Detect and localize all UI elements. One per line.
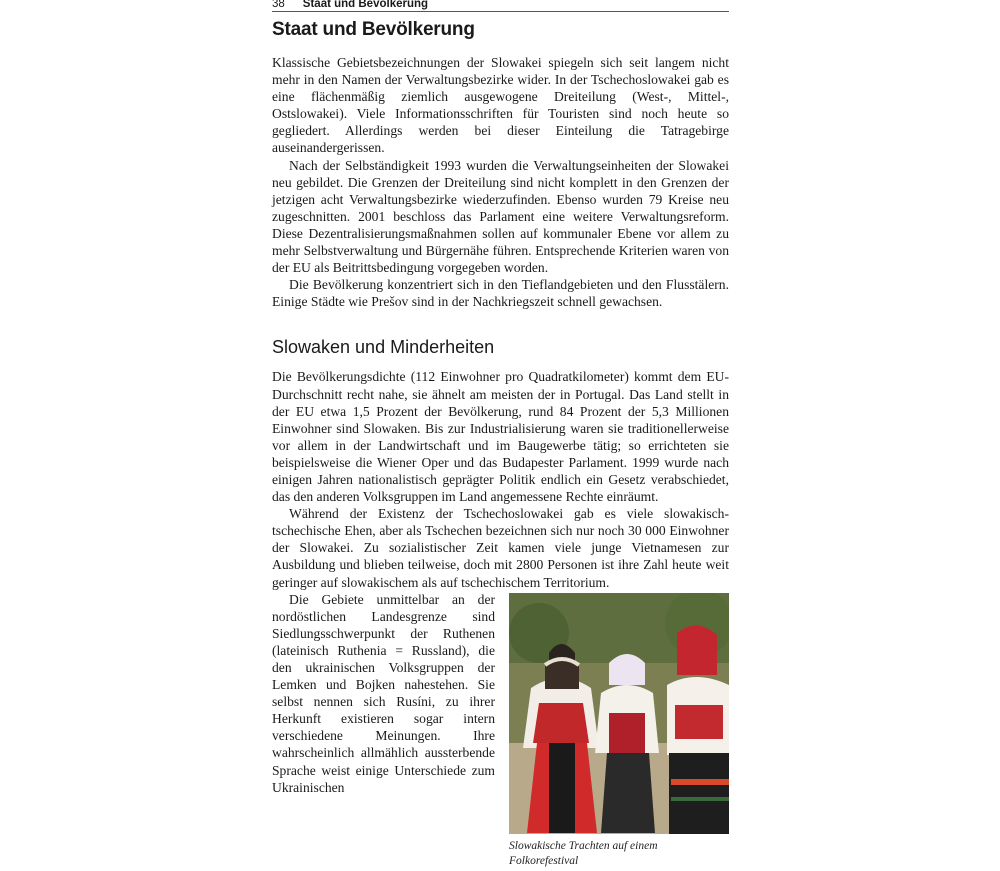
figure [509, 593, 729, 869]
figure-caption: Slowakische Trachten auf einem Folkorefestival [509, 839, 658, 867]
page-number: 38 [272, 0, 285, 10]
paragraph: Die Bevölkerungsdichte (112 Einwohner pro Quadratkilometer) kommt dem EU-Durchschnitt recht nahe, sie ähnelt am meisten der in Portugal. Das Land stellt in der EU etwa 1,5 Prozent der Bevölkerung, rund 84 Prozent der 5,3 Millionen Einwohner sind Slowaken. Bis zur Industrialisierung waren sie traditionellerweise vor allem in der Landwirtschaft und im Baugewerbe tätig; so errichteten sie beispielsweise die Wiener Oper und das Budapester Parlament. 1999 wurde nach einigen Jahren nationalistisch geprägter Politik endlich ein Gesetz verabschiedet, das den anderen Volksgruppen im Land angemessene Rechte einräumt. [272, 369, 729, 505]
running-head [272, 0, 729, 12]
paragraph: Während der Existenz der Tschechoslowakei gab es viele slowakisch-tschechische Ehen, aber als Tschechen bezeichnen sich nur noch 30 000 Einwohner der Slowakei. Zu sozialistischer Zeit kamen viele junge Vietnamesen zur Ausbildung und blieben teilweise, doch mit 2800 Personen ist ihre Zahl heute weit geringer auf slowakischem als auf tschechischem Territorium. [272, 506, 729, 590]
running-head-title: Staat und Bevölkerung [302, 0, 429, 10]
folk-costume-photo [509, 593, 729, 834]
photo-illustration [509, 593, 729, 834]
paragraph: Die Gebiete unmittelbar an der nordöstlichen Landesgrenze sind Siedlungsschwerpunkt der Ruthenen (lateinisch Ruthenia = Russland), die den ukrainischen Volksgruppen der Lemken und Bojken nahestehen. Sie selbst nennen sich Rusíni, zu ihrer Herkunft existieren sogar intern verschiedene Meinungen. Ihre wahrscheinlich allmählich aussterbende Sprache weist einige Unterschiede zum Ukrainischen [272, 591, 495, 795]
book-page [272, 0, 729, 871]
paragraph: Nach der Selbständigkeit 1993 wurden die Verwaltungseinheiten der Slowakei neu gebildet. Die Grenzen der Dreiteilung sind nicht komplett in den Grenzen der jetzigen acht Verwaltungsbezirke wiederzufinden. Ebenso wurden 79 Kreise neu zugeschnitten. 2001 beschloss das Parlament eine weitere Verwaltungsreform. Diese Dezentralisierungsmaßnahmen sollen auf kommunaler Ebene vor allem zu mehr Selbstverwaltung und Bürgernähe führen. Entsprechende Kriterien waren von der EU als Beitrittsbedingung vorgegeben worden. [272, 157, 729, 276]
section-title: Staat und Bevölkerung [272, 19, 475, 40]
paragraph: Die Bevölkerung konzentriert sich in den Tieflandgebieten und den Flusstälern. Einige Städte wie Prešov sind in der Nachkriegszeit schnell gewachsen. [272, 277, 729, 310]
paragraph: Klassische Gebietsbezeichnungen der Slowakei spiegeln sich seit langem nicht mehr in den Namen der Verwaltungsbezirke wider. In der Tschechoslowakei gab es eine flächenmäßig ziemlich ausgewogene Dreiteilung (West-, Mittel-, Ostslowakei). Viele Informationsschriften für Touristen sind noch heute so gegliedert. Allerdings werden bei dieser Einteilung die Tatragebirge auseinandergerissen. [272, 55, 729, 156]
subsection-title: Slowaken und Minderheiten [272, 337, 495, 358]
